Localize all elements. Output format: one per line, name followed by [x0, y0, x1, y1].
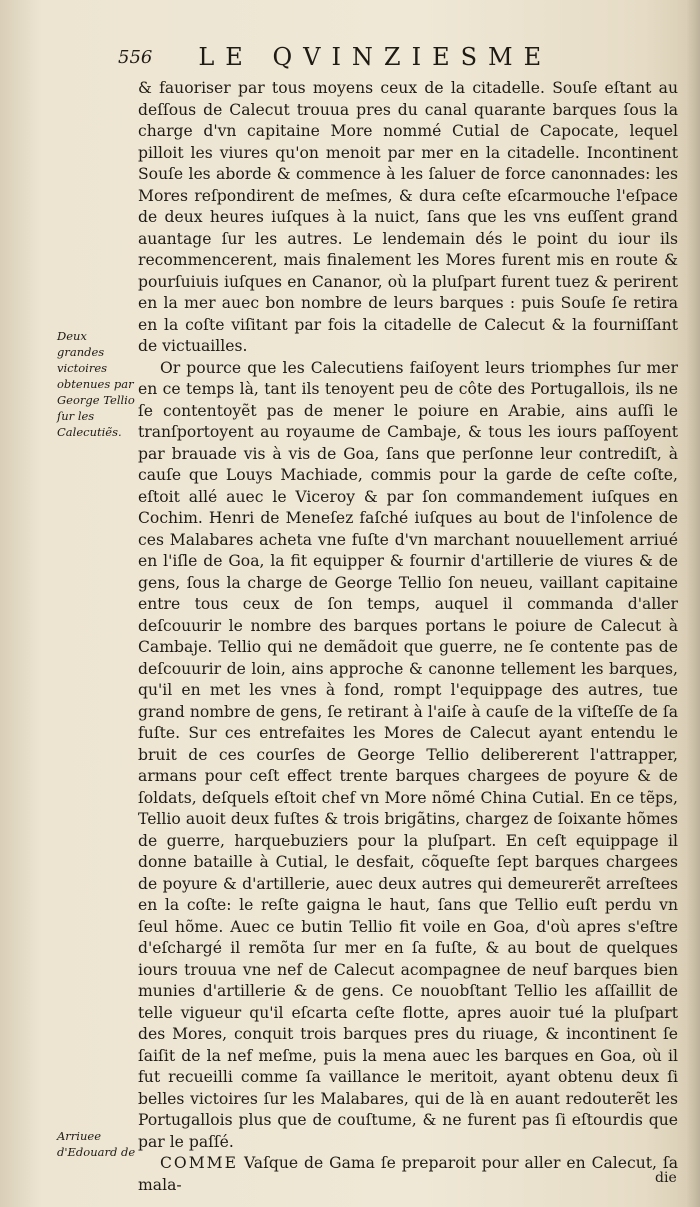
- page-number: 556: [118, 46, 153, 68]
- paragraph-3: [138, 1153, 678, 1196]
- paragraph-1: & fauoriser par tous moyens ceux de la citadelle. Souſe eſtant au deſſous de Calecut trouua pres du canal quarante barques ſous la charge d'vn capitaine More nommé Cutial de Capocate, lequel pilloit les viures qu'on menoit par mer en la citadelle. Incontinent Souſe les aborde & commence à les ſaluer de force canonnades: les Mores reſpondirent de meſmes, & dura ceſte eſcarmouche l'eſpace de deux heures iuſques à la nuict, ſans que les vns euſſent grand auantage ſur les autres. Le lendemain dés le point du iour ils recommencerent, mais finalement les Mores furent mis en route & pourſuiuis iuſques en Cananor, où la pluſpart furent tuez & perirent en la mer auec bon nombre de leurs barques : puis Souſe ſe retira en la coſte viſitant par fois la citadelle de Calecut & la fourniſſant de victuailles.: [138, 79, 678, 355]
- page-header: [118, 40, 578, 74]
- running-head: LE QVINZIESME: [198, 43, 553, 71]
- page-edge-shadow: [686, 0, 700, 1207]
- main-text-block: [138, 78, 678, 1196]
- paragraph-3-text: Vaſque de Gama ſe preparoit pour aller en Calecut, ſa mala-: [138, 1154, 678, 1194]
- margin-note-arrival: Arriuee d'Edouard de: [57, 1129, 136, 1159]
- paragraph-2: Or pource que les Calecutiens faiſoyent leurs triomphes ſur mer en ce temps là, tant ils tenoyent peu de côte des Portugallois, ils ne ſe contentoyẽt pas de mener le poiure en Arabie, ains auſſi le tranſportoyent au royaume de Cambaje, & tous les iours paſſoyent par brauade vis à vis de Goa, ſans que perſonne leur contrediſt, à cauſe que Louys Machiade, commis pour la garde de ceſte coſte, eſtoit allé auec le Viceroy & par ſon commandement iuſques en Cochim. Henri de Meneſez faſché iuſques au bout de l'inſolence de ces Malabares acheta vne fuſte d'vn marchant nouuellement arriué en l'iſle de Goa, la fit equipper & fournir d'artillerie de viures & de gens, ſous la charge de George Tellio ſon neueu, vaillant capitaine entre tous ceux de ſon temps, auquel il commanda d'aller deſcouurir le nombre des barques portans le poiure de Calecut à Cambaje. Tellio qui ne demãdoit que guerre, ne ſe contente pas de deſcouurir de loin, ains approche & canonne tellement les barques, qu'il en met les vnes à fond, rompt l'equippage des autres, tue grand nombre de gens, ſe retirant à l'aiſe à cauſe de la viſteſſe de ſa fuſte. Sur ces entrefaites les Mores de Calecut ayant entendu le bruit de ces courſes de George Tellio delibererent l'attrapper, armans pour ceſt effect trente barques chargees de poyure & de ſoldats, deſquels eſtoit chef vn More nõmé China Cutial. En ce tẽps, Tellio auoit deux fuſtes & trois brigãtins, chargez de ſoixante hõmes de guerre, harquebuziers pour la pluſpart. En ceſt equippage il donne bataille à Cutial, le desfait, cõqueſte ſept barques chargees de poyure & d'artillerie, auec deux autres qui demeurerẽt arreſtees en la coſte: le reſte gaigna le haut, ſans que Tellio euſt perdu vn ſeul hõme. Auec ce butin Tellio fit voile en Goa, d'où apres s'eſtre d'eſchargé il remõta ſur mer en ſa fuſte, & au bout de quelques iours trouua vne nef de Calecut acompagnee de neuf barques bien munies d'artillerie & de gens. Ce nouobſtant Tellio les aſſaillit de telle vigueur qu'il eſcarta ceſte flotte, apres auoir tué la pluſpart des Mores, conquit trois barques pres du riuage, & incontinent ſe ſaiſit de la nef meſme, puis la mena auec les barques en Goa, où il fut recueilli comme ſa vaillance le meritoit, ayant obtenu deux ſi belles victoires ſur les Malabares, qui de là en auant redouterẽt les Portugallois plus que de couſtume, & ne furent pas ſi eſtourdis que par le paſſé.: [138, 358, 678, 1151]
- margin-note-victories: Deux grandes victoires obtenues par George Tellio ſur les Calecutiẽs.: [57, 329, 135, 439]
- catchword: die: [655, 1170, 677, 1186]
- paragraph-3-lead: COMME: [160, 1154, 239, 1172]
